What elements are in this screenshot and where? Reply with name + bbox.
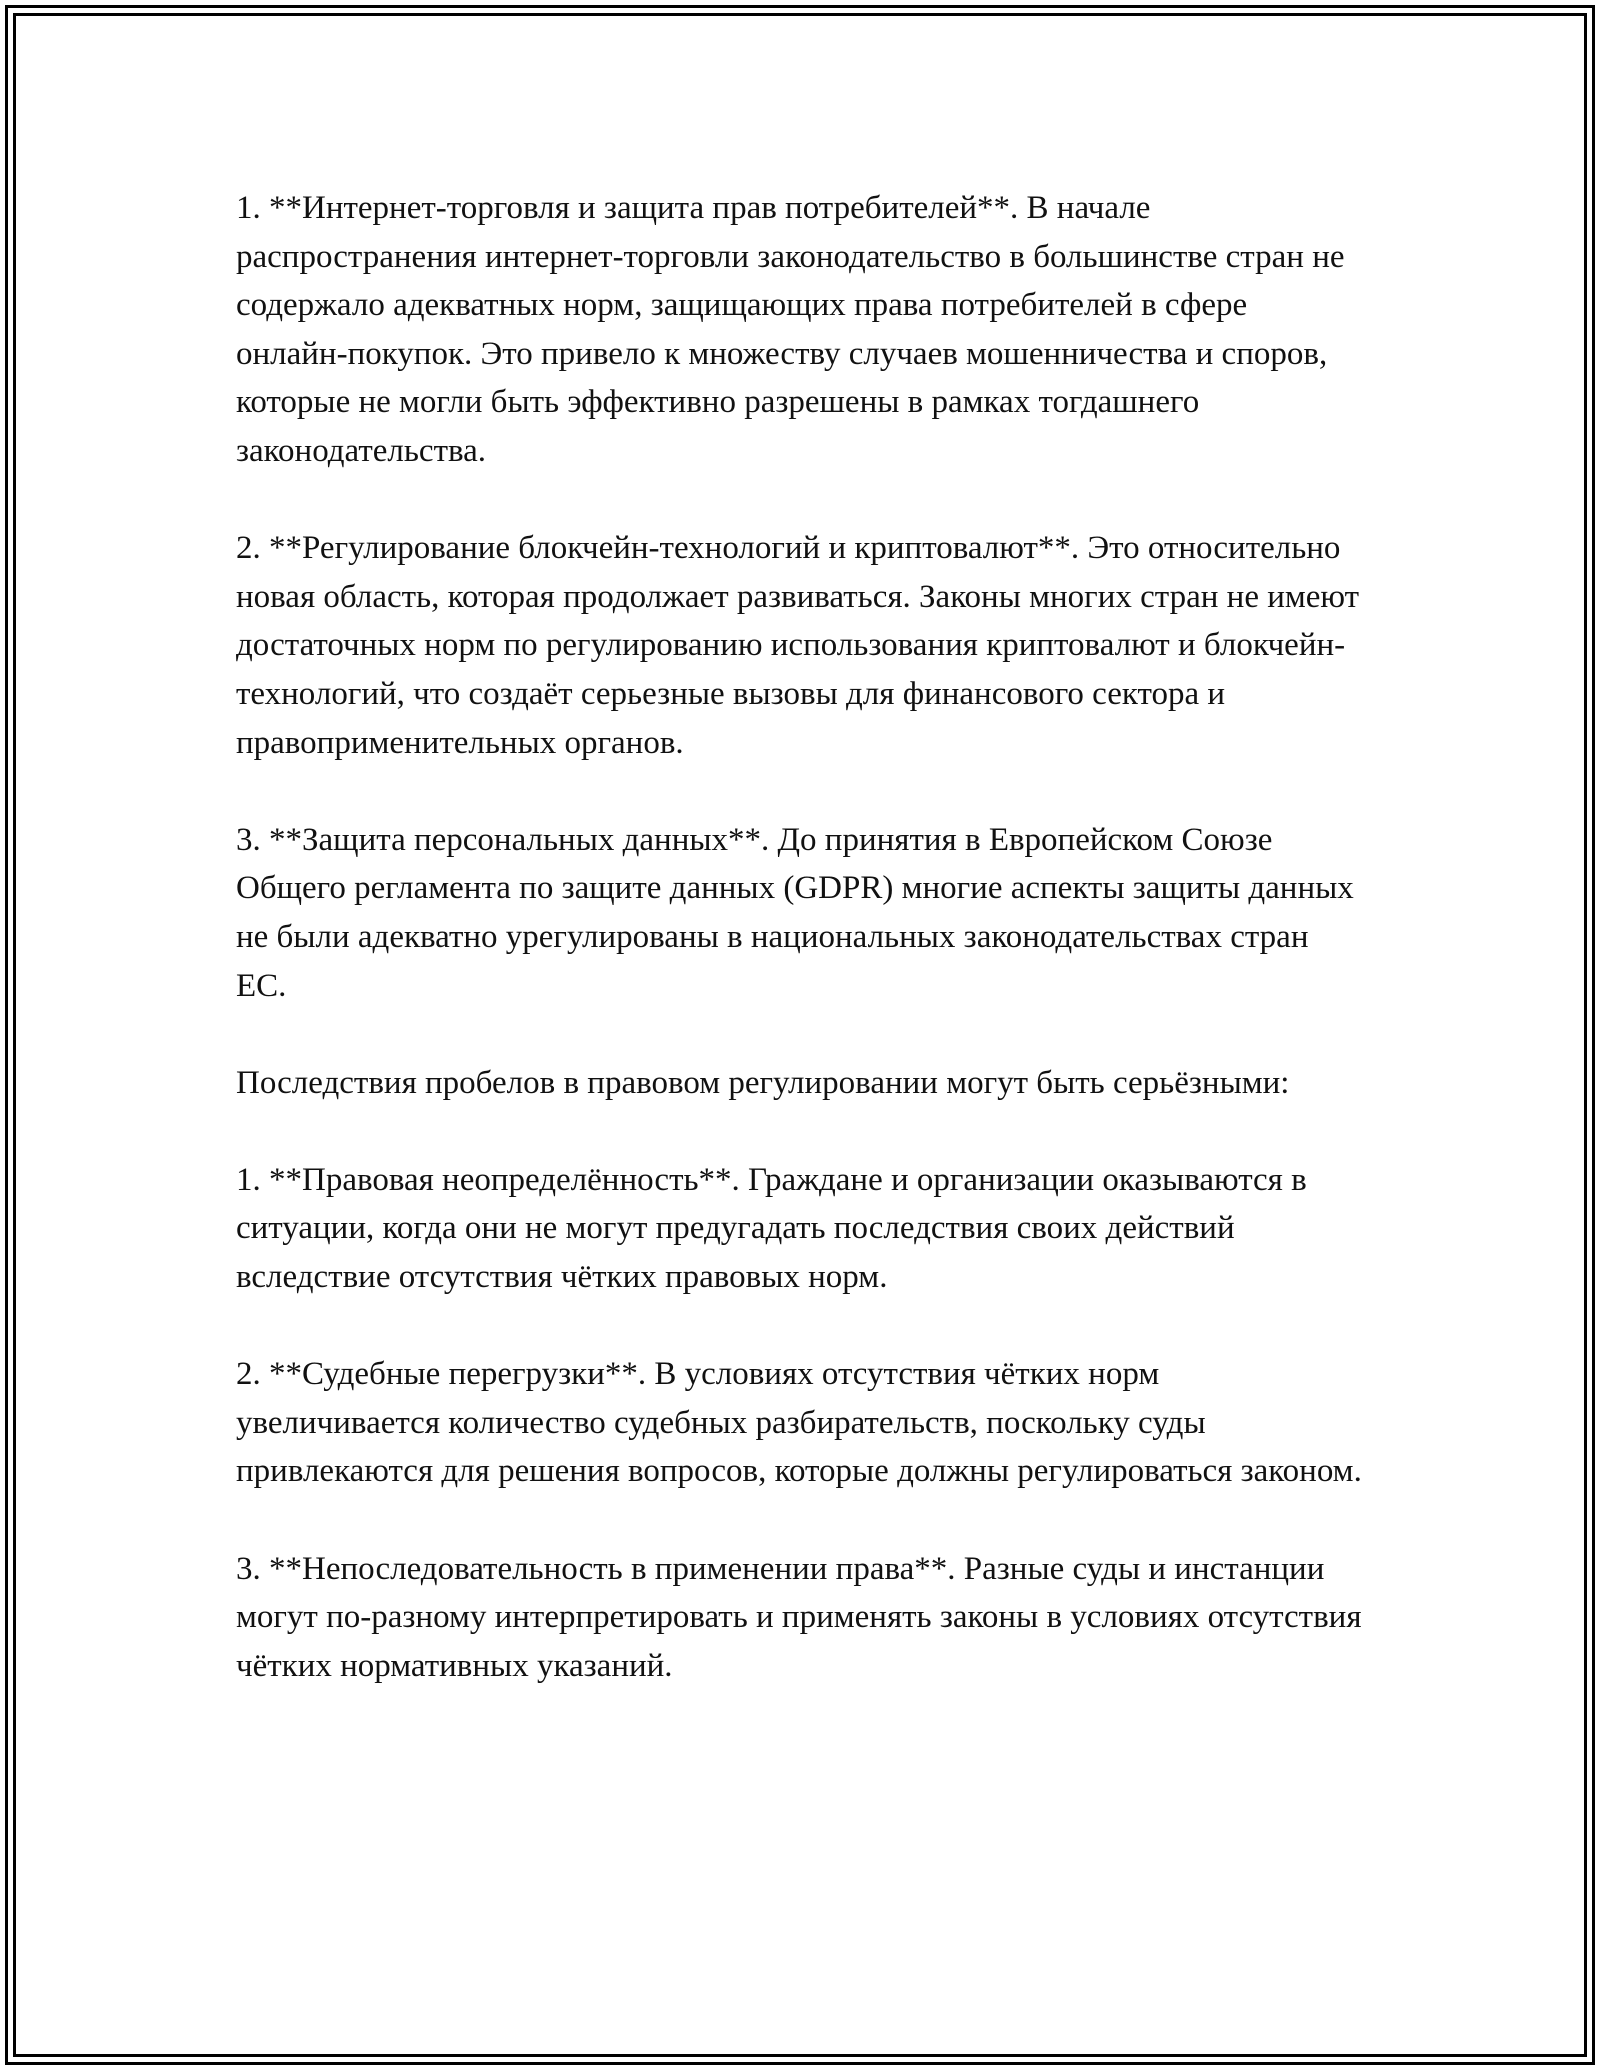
paragraph-legal-uncertainty: 1. **Правовая неопределённость**. Граждане и организации оказываются в ситуации, когда они не могут предугадать последствия своих действий вследствие отсутствия чётких правовых норм.	[236, 1161, 1307, 1296]
paragraph-inconsistency: 3. **Непоследовательность в применении права**. Разные суды и инстанции могут по-разному интерпретировать и применять законы в условиях отсутствия чётких нормативных указаний.	[236, 1550, 1362, 1684]
paragraph-ecommerce: 1. **Интернет-торговля и защита прав потребителей**. В начале распространения интернет-торговли законодательство в большинстве стран не содержало адекватных норм, защищающих права потребителей в сфере онлайн-покупок. Это привело к множеству случаев мошенничества и споров, которые не могли быть эффективно разрешены в рамках тогдашнего законодательства.	[236, 190, 1345, 469]
document-body	[236, 184, 1366, 1690]
paragraph-consequences-intro: Последствия пробелов в правовом регулировании могут быть серьёзными:	[236, 1064, 1290, 1101]
paragraph-blockchain: 2. **Регулирование блокчейн-технологий и криптовалют**. Это относительно новая область, которая продолжает развиваться. Законы многих стран не имеют достаточных норм по регулированию использования криптовалют и блокчейн-технологий, что создаёт серьезные вызовы для финансового сектора и правоприменительных органов.	[236, 530, 1360, 761]
paragraph-court-overload: 2. **Судебные перегрузки**. В условиях отсутствия чётких норм увеличивается количество судебных разбирательств, поскольку суды привлекаются для решения вопросов, которые должны регулироваться законом.	[236, 1356, 1362, 1490]
paragraph-personal-data: 3. **Защита персональных данных**. До принятия в Европейском Союзе Общего регламента по защите данных (GDPR) многие аспекты защиты данных не были адекватно урегулированы в национальных законодательствах стран ЕС.	[236, 821, 1354, 1004]
